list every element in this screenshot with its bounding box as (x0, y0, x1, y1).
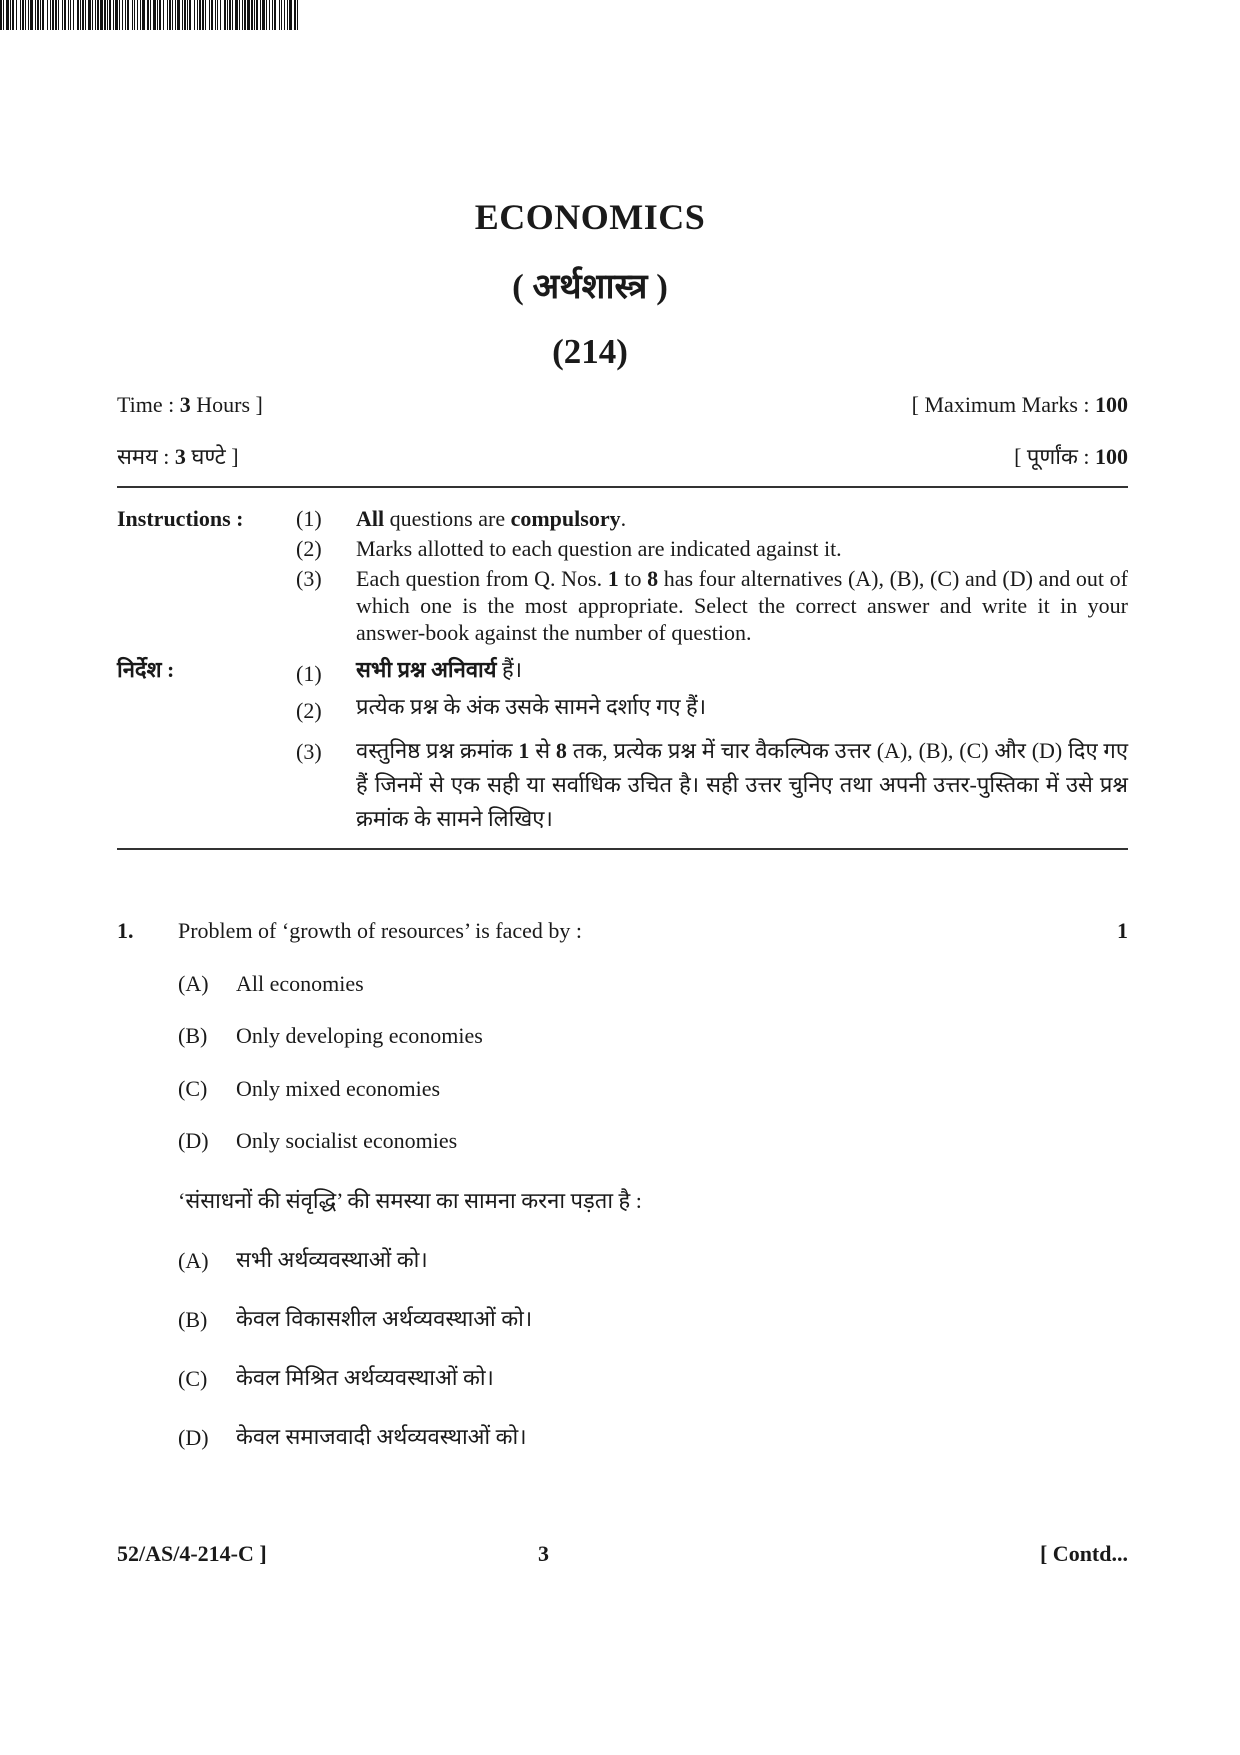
contd-label: [ Contd... (1039, 1541, 1128, 1566)
instruction-2: Marks allotted to each question are indicated against it. (356, 536, 842, 561)
paper-title: ECONOMICS (474, 197, 706, 237)
time-info-hindi: समय : 3 घण्टे ] (117, 444, 239, 469)
instruction-hindi-3: वस्तुनिष्ठ प्रश्न क्रमांक 1 से 8 तक, प्रत्येक प्रश्न में चार वैकल्पिक उत्तर (A), (B), (C) और (D) दिए गए हैं जिनमें से एक सही या सर्वाधिक उचित है। सही उत्तर चुनिए तथा अपनी उत्तर-पुस्तिका में उसे प्रश्न क्रमांक के सामने लिखिए। (356, 738, 1128, 831)
option-letter: (B) (178, 1023, 208, 1048)
instruction-number: (2) (296, 536, 322, 561)
option-letter: (D) (178, 1425, 209, 1450)
option-d-text-hindi: केवल समाजवादी अर्थव्यवस्थाओं को। (236, 1424, 527, 1449)
instruction-number: (3) (296, 566, 322, 591)
option-letter: (D) (178, 1128, 209, 1153)
instruction-hindi-2: प्रत्येक प्रश्न के अंक उसके सामने दर्शाए गए हैं। (356, 694, 707, 719)
option-b-text-hindi: केवल विकासशील अर्थव्यवस्थाओं को। (236, 1306, 533, 1331)
option-letter: (B) (178, 1307, 208, 1332)
instruction-1: All questions are compulsory. (356, 506, 627, 531)
option-d-text: Only socialist economies (236, 1128, 458, 1153)
paper-code-footer: 52/AS/4-214-C ] (117, 1541, 267, 1566)
option-letter: (C) (178, 1076, 208, 1101)
option-a-text: All economies (236, 971, 364, 996)
instruction-3: Each question from Q. Nos. 1 to 8 has four alternatives (A), (B), (C) and (D) and out of which one is the most appropriate. Select the correct answer and write it in your answer-book against the number of question. (356, 566, 1128, 645)
instruction-number: (3) (296, 739, 322, 764)
option-letter: (C) (178, 1366, 208, 1391)
instructions-label-hindi: निर्देश : (117, 657, 175, 682)
option-a-text-hindi: सभी अर्थव्यवस्थाओं को। (236, 1247, 428, 1272)
option-c-text-hindi: केवल मिश्रित अर्थव्यवस्थाओं को। (236, 1365, 494, 1390)
instruction-hindi-1: सभी प्रश्न अनिवार्य हैं। (356, 657, 523, 682)
instruction-number: (2) (296, 698, 322, 723)
option-letter: (A) (178, 971, 209, 996)
question-number: 1. (117, 918, 134, 943)
question-text: Problem of ‘growth of resources’ is faced by : (178, 918, 583, 943)
paper-title-hindi: ( अर्थशास्त्र ) (512, 267, 668, 306)
divider-bottom (117, 848, 1128, 850)
option-b-text: Only developing economies (236, 1023, 483, 1048)
divider-top (117, 486, 1128, 488)
instruction-number: (1) (296, 506, 322, 531)
instruction-number: (1) (296, 661, 322, 686)
barcode-stripe (298, 0, 300, 30)
paper-code: (214) (552, 332, 628, 371)
instructions-label: Instructions : (117, 506, 244, 531)
question-marks: 1 (1117, 918, 1128, 943)
option-letter: (A) (178, 1248, 209, 1273)
page-number: 3 (538, 1541, 549, 1566)
barcode (0, 0, 303, 30)
time-info: Time : 3 Hours ] (117, 392, 263, 417)
option-c-text: Only mixed economies (236, 1076, 441, 1101)
max-marks-info-hindi: [ पूर्णांक : 100 (1014, 444, 1128, 469)
max-marks-info: [ Maximum Marks : 100 (911, 392, 1128, 417)
question-text-hindi: ‘संसाधनों की संवृद्धि’ की समस्या का सामना करना पड़ता है : (178, 1188, 642, 1213)
